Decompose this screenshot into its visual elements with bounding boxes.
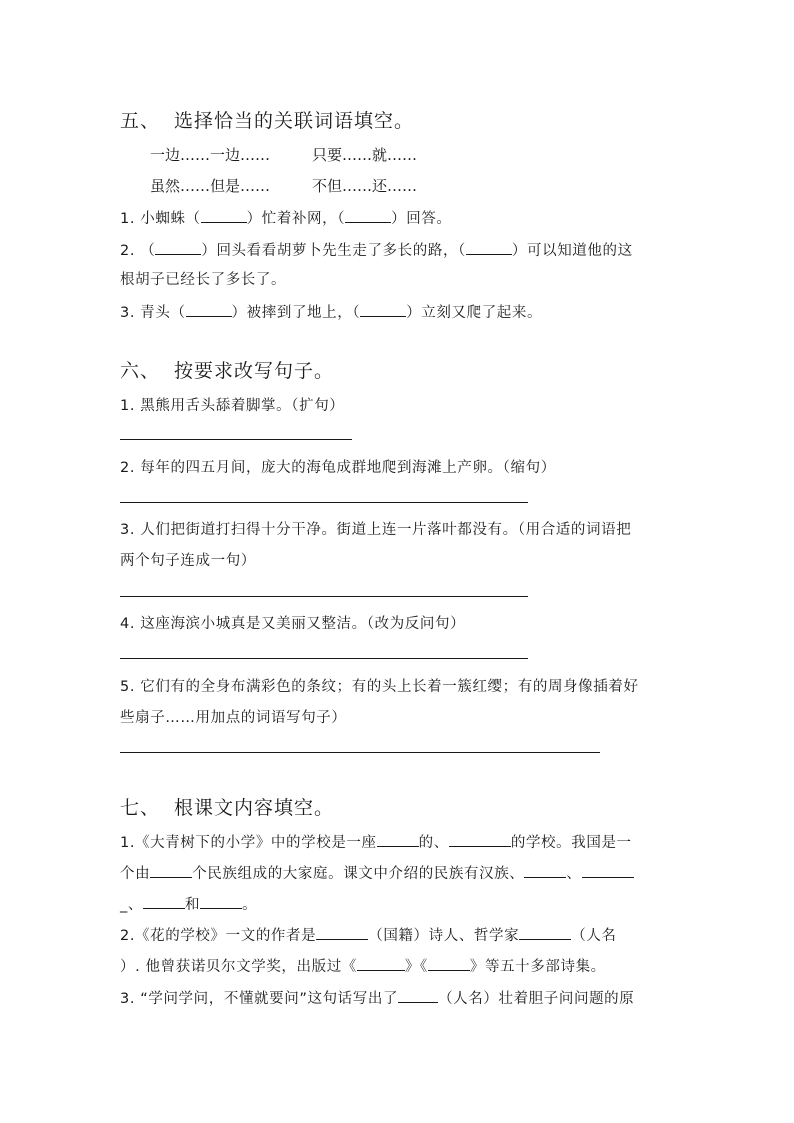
s7-q2-text-e: 》《 (404, 959, 428, 975)
s6-q2-answer-line[interactable] (120, 502, 528, 503)
s5-q1-blank-2[interactable] (345, 208, 391, 223)
s7-question-2-cont (120, 955, 606, 976)
section-6-title (120, 356, 334, 383)
s5-q2-blank-2[interactable] (466, 240, 512, 255)
s7-q1-blank-3[interactable] (150, 863, 192, 878)
s6-question-5-cont: 些扇子……用加点的词语写句子） (120, 710, 347, 726)
s7-q2-blank-2[interactable] (519, 925, 571, 940)
s7-question-2 (120, 924, 617, 945)
s7-q1-blank-6[interactable] (143, 894, 185, 909)
s5-q2-text-b: ）回头看看胡萝卜先生走了多长的路，（ (201, 243, 466, 259)
s5-q3-blank-1[interactable] (186, 302, 232, 317)
s5-q2-text-a: 2. （ (120, 243, 156, 259)
s7-q1-blank-4[interactable] (524, 863, 566, 878)
s7-q2-text-b: （国籍）诗人、哲学家 (368, 928, 520, 944)
s7-q2-blank-3[interactable] (357, 956, 405, 971)
section-5-title (120, 106, 414, 133)
s5-q2-text-c: ）可以知道他的这 (511, 243, 633, 259)
s7-q1-text-a: 1.《大青树下的小学》中的学校是一座 (120, 835, 377, 851)
s6-q5-answer-line[interactable] (120, 752, 600, 753)
s7-q1-text-h: 和 (184, 897, 201, 913)
s5-question-2-cont: 根胡子已经长了多长了。 (120, 272, 287, 288)
s7-q1-text-i: 。 (242, 897, 258, 913)
s5-q3-text-a: 3. 青头（ (120, 305, 186, 321)
s5-q3-blank-2[interactable] (360, 302, 406, 317)
s7-q2-text-c: （人名 (571, 928, 617, 944)
s6-q4-answer-line[interactable] (120, 658, 528, 659)
s7-q1-text-b: 的、 (418, 835, 449, 851)
s6-question-3-cont: 两个句子连成一句） (120, 553, 256, 569)
s7-q1-text-c: 的学校。我国是一 (510, 835, 632, 851)
s7-q1-blank-7[interactable] (200, 894, 242, 909)
s5-question-2 (120, 239, 633, 260)
s7-q1-blank-1[interactable] (377, 832, 419, 847)
s7-question-3 (120, 987, 634, 1008)
section-7-number: 七、 (120, 797, 161, 819)
s7-question-1 (120, 831, 632, 852)
s5-q1-text-b: ）忙着补网，（ (246, 211, 346, 227)
s6-question-3: 3. 人们把街道打扫得十分干净。街道上连一片落叶都没有。（用合适的词语把 (120, 522, 632, 538)
s5-q1-text-c: ）回答。 (391, 211, 452, 227)
option-1: 一边……一边…… (150, 146, 271, 164)
s6-question-4: 4. 这座海滨小城真是又美丽又整洁。（改为反问句） (120, 616, 466, 632)
s5-question-3 (120, 301, 542, 322)
section-6-heading: 按要求改写句子。 (174, 360, 335, 382)
s7-q1-blank-5[interactable] (582, 863, 634, 878)
s6-question-5: 5. 它们有的全身布满彩色的条纹；有的头上长着一簇红缨；有的周身像插着好 (120, 679, 639, 695)
s7-q2-text-a: 2.《花的学校》一文的作者是 (120, 928, 317, 944)
s7-q3-text-a: 3. “学问学问，不懂就要问”这句话写出了 (120, 991, 399, 1007)
s7-q2-text-f: 》等五十多部诗集。 (469, 959, 606, 975)
s6-question-1: 1. 黑熊用舌头舔着脚掌。（扩句） (120, 398, 345, 414)
s7-q1-text-f: 、 (566, 866, 582, 882)
s7-q3-text-b: （人名）壮着胆子问问题的原 (438, 991, 635, 1007)
s7-q1-text-d: 个由 (120, 866, 151, 882)
s5-q3-text-c: ）立刻又爬了起来。 (406, 305, 543, 321)
s5-q3-text-b: ）被摔到了地上，（ (231, 305, 361, 321)
s7-question-1-line-2 (120, 862, 634, 883)
option-3: 虽然……但是…… (150, 177, 271, 195)
s7-q3-blank-1[interactable] (398, 988, 438, 1003)
s6-question-2: 2. 每年的四五月间，庞大的海龟成群地爬到海滩上产卵。（缩句） (120, 460, 556, 476)
s5-q1-text-a: 1. 小蜘蛛（ (120, 211, 201, 227)
s6-q1-answer-line[interactable] (120, 439, 352, 440)
option-2: 只要……就…… (312, 146, 418, 164)
section-7-title (120, 793, 334, 820)
s7-q2-blank-4[interactable] (428, 956, 470, 971)
section-6-number: 六、 (120, 360, 161, 382)
s7-question-1-line-3 (120, 893, 257, 914)
s5-question-1 (120, 207, 452, 228)
s7-q1-text-e: 个民族组成的大家庭。课文中介绍的民族有汉族、 (192, 866, 525, 882)
section-5-number: 五、 (120, 110, 161, 132)
s7-q2-text-d: ）. 他曾获诺贝尔文学奖，出版过《 (120, 959, 357, 975)
s5-q2-blank-1[interactable] (155, 240, 201, 255)
section-5-heading: 选择恰当的关联词语填空。 (174, 110, 415, 132)
s5-q1-blank-1[interactable] (201, 208, 247, 223)
section-7-heading: 根课文内容填空。 (174, 797, 335, 819)
s7-q1-text-g: _、 (120, 897, 143, 913)
option-4: 不但……还…… (312, 177, 418, 195)
s6-q3-answer-line[interactable] (120, 596, 528, 597)
s7-q2-blank-1[interactable] (316, 925, 368, 940)
s7-q1-blank-2[interactable] (449, 832, 511, 847)
